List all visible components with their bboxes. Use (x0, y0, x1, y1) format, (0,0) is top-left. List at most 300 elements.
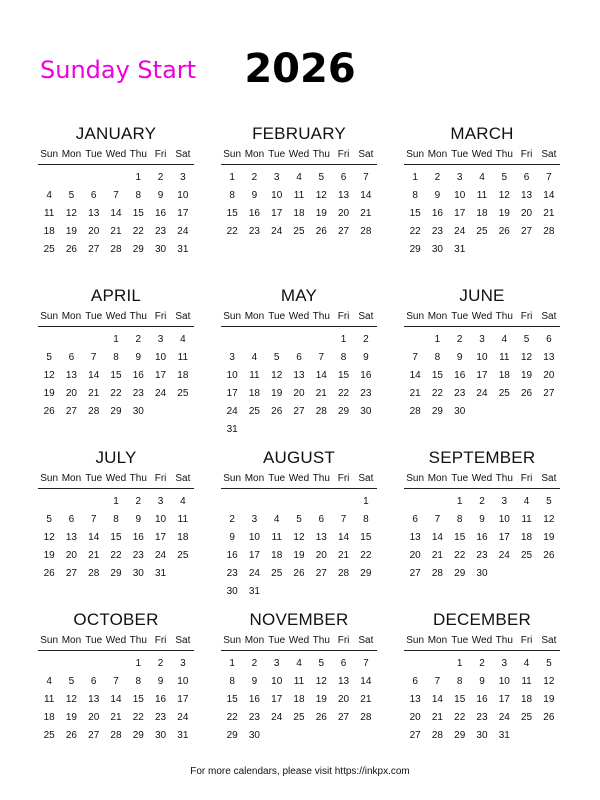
day-cell: 6 (90, 190, 97, 201)
month-november (221, 608, 377, 770)
day-cell: 24 (248, 568, 260, 579)
day-cell: 25 (248, 406, 260, 417)
day-cell: 11 (271, 532, 282, 543)
day-grid (221, 331, 377, 439)
empty-cell (60, 493, 82, 511)
day-cell: 3 (501, 496, 508, 507)
weekday-label: Sat (541, 473, 557, 484)
day-cell: 13 (543, 352, 555, 363)
day-cell: 15 (409, 208, 421, 219)
day-grid (404, 655, 560, 745)
day-cell: 29 (360, 568, 372, 579)
day-cell: 4 (501, 334, 508, 345)
day-cell: 2 (434, 172, 441, 183)
month-name: SEPTEMBER (428, 448, 536, 467)
weekday-header-row (221, 146, 377, 165)
day-cell: 10 (271, 676, 283, 687)
day-cell: 10 (271, 190, 283, 201)
day-cell: 14 (338, 532, 350, 543)
day-cell: 22 (132, 226, 144, 237)
day-cell: 29 (409, 244, 421, 255)
weekday-label: Tue (85, 635, 103, 646)
day-cell: 4 (251, 352, 258, 363)
day-cell: 5 (523, 334, 530, 345)
day-cell: 4 (46, 676, 52, 687)
day-cell: 14 (360, 676, 372, 687)
weekday-label: Sat (175, 635, 191, 646)
day-cell: 18 (293, 694, 305, 705)
weekday-header-row (221, 308, 377, 327)
day-cell: 11 (249, 370, 260, 381)
weekday-header-row (404, 632, 560, 651)
day-cell: 12 (65, 208, 77, 219)
day-cell: 24 (155, 550, 167, 561)
day-cell: 3 (479, 334, 485, 345)
day-cell: 23 (248, 226, 260, 237)
day-cell: 4 (180, 334, 186, 345)
day-cell: 28 (88, 568, 100, 579)
day-cell: 29 (338, 406, 350, 417)
day-cell: 15 (110, 532, 122, 543)
day-cell: 7 (412, 352, 418, 363)
day-cell: 27 (315, 568, 327, 579)
day-cell: 15 (132, 694, 144, 705)
day-cell: 17 (271, 694, 283, 705)
weekday-header-row (38, 146, 194, 165)
weekday-label: Fri (520, 473, 533, 484)
day-cell: 18 (521, 532, 533, 543)
weekday-label: Fri (154, 635, 167, 646)
weekday-header-row (404, 146, 560, 165)
day-cell: 23 (132, 388, 144, 399)
day-cell: 9 (135, 514, 142, 525)
day-cell: 24 (226, 406, 238, 417)
day-cell: 3 (180, 658, 186, 669)
empty-cell (83, 493, 105, 511)
day-cell: 17 (454, 208, 466, 219)
day-cell: 18 (177, 370, 189, 381)
empty-cell (243, 331, 265, 349)
day-cell: 17 (498, 532, 510, 543)
day-cell: 21 (409, 388, 421, 399)
weekday-header-row (221, 470, 377, 489)
day-cell: 13 (293, 370, 305, 381)
day-cell: 31 (177, 244, 189, 255)
weekday-label: Sat (541, 635, 557, 646)
day-cell: 25 (177, 388, 189, 399)
day-cell: 6 (68, 352, 75, 363)
day-cell: 21 (360, 694, 372, 705)
day-cell: 10 (177, 676, 189, 687)
weekday-label: Wed (105, 635, 127, 646)
day-cell: 16 (248, 208, 260, 219)
day-cell: 18 (43, 712, 55, 723)
weekday-label: Thu (312, 473, 330, 484)
day-cell: 28 (431, 568, 443, 579)
day-cell: 14 (110, 694, 122, 705)
day-cell: 17 (476, 370, 488, 381)
day-cell: 28 (431, 730, 443, 741)
day-cell: 2 (229, 514, 235, 525)
day-cell: 22 (409, 226, 421, 237)
day-cell: 20 (409, 712, 421, 723)
day-cell: 22 (110, 550, 122, 561)
day-cell: 8 (113, 514, 119, 525)
weekday-label: Thu (312, 149, 330, 160)
day-cell: 15 (338, 370, 350, 381)
day-cell: 26 (543, 550, 555, 561)
day-cell: 17 (155, 532, 167, 543)
weekday-header-row (404, 470, 560, 489)
day-cell: 11 (499, 352, 510, 363)
day-cell: 26 (315, 226, 327, 237)
day-cell: 25 (498, 388, 510, 399)
day-cell: 4 (523, 496, 530, 507)
day-cell: 16 (476, 532, 488, 543)
weekday-label: Tue (268, 311, 286, 322)
day-cell: 19 (543, 532, 555, 543)
day-cell: 16 (132, 532, 144, 543)
day-cell: 20 (543, 370, 555, 381)
day-cell: 16 (155, 694, 167, 705)
day-cell: 31 (248, 586, 260, 597)
day-cell: 9 (157, 676, 164, 687)
weekday-label: Sat (358, 635, 374, 646)
day-cell: 28 (409, 406, 421, 417)
day-grid (404, 331, 560, 421)
day-cell: 24 (476, 388, 488, 399)
month-february (221, 122, 377, 284)
day-cell: 13 (409, 694, 421, 705)
day-cell: 1 (456, 496, 463, 507)
day-cell: 23 (155, 712, 167, 723)
day-cell: 13 (409, 532, 421, 543)
day-cell: 19 (65, 226, 77, 237)
day-cell: 13 (88, 208, 100, 219)
weekday-label: Sun (40, 311, 59, 322)
weekday-label: Fri (520, 635, 533, 646)
day-cell: 2 (456, 334, 463, 345)
day-cell: 20 (338, 694, 350, 705)
day-cell: 7 (113, 676, 119, 687)
day-cell: 3 (157, 496, 164, 507)
day-cell: 29 (454, 730, 466, 741)
day-cell: 29 (132, 244, 144, 255)
day-cell: 28 (360, 712, 372, 723)
day-cell: 10 (155, 514, 167, 525)
day-cell: 17 (271, 208, 283, 219)
weekday-label: Tue (451, 473, 469, 484)
day-cell: 26 (521, 388, 533, 399)
day-cell: 7 (363, 658, 369, 669)
day-cell: 7 (90, 514, 97, 525)
day-grid (404, 493, 560, 583)
day-cell: 21 (88, 388, 100, 399)
weekday-label: Mon (244, 149, 265, 160)
month-september (404, 446, 560, 608)
day-cell: 6 (523, 172, 530, 183)
day-cell: 7 (434, 676, 441, 687)
day-cell: 12 (315, 190, 327, 201)
day-cell: 12 (498, 190, 510, 201)
day-cell: 17 (248, 550, 260, 561)
weekday-label: Thu (312, 635, 330, 646)
weekday-label: Thu (312, 311, 330, 322)
day-cell: 22 (431, 388, 443, 399)
day-cell: 3 (501, 658, 508, 669)
day-cell: 14 (88, 532, 100, 543)
weekday-label: Wed (471, 473, 493, 484)
day-cell: 31 (177, 730, 189, 741)
day-cell: 19 (315, 694, 327, 705)
day-cell: 26 (43, 568, 55, 579)
weekday-label: Mon (61, 149, 82, 160)
day-cell: 19 (293, 550, 305, 561)
day-cell: 22 (338, 388, 350, 399)
weekday-label: Fri (520, 149, 533, 160)
empty-cell (105, 655, 127, 673)
day-cell: 2 (135, 496, 142, 507)
empty-cell (60, 655, 82, 673)
empty-cell (288, 331, 310, 349)
day-cell: 1 (340, 334, 347, 345)
day-cell: 30 (155, 244, 167, 255)
day-cell: 23 (476, 712, 488, 723)
day-cell: 11 (521, 676, 532, 687)
day-cell: 30 (132, 406, 144, 417)
month-july (38, 446, 194, 608)
month-march (404, 122, 560, 284)
day-cell: 25 (476, 226, 488, 237)
empty-cell (83, 169, 105, 187)
day-cell: 5 (546, 496, 552, 507)
day-cell: 27 (338, 226, 350, 237)
day-cell: 3 (157, 334, 164, 345)
empty-cell (60, 331, 82, 349)
day-cell: 14 (360, 190, 372, 201)
day-grid (404, 169, 560, 259)
day-cell: 21 (88, 550, 100, 561)
day-cell: 14 (431, 694, 443, 705)
day-cell: 27 (409, 568, 421, 579)
day-cell: 14 (409, 370, 421, 381)
day-cell: 31 (454, 244, 466, 255)
weekday-label: Sat (175, 149, 191, 160)
weekday-label: Mon (61, 635, 82, 646)
day-cell: 24 (177, 226, 189, 237)
month-august (221, 446, 377, 608)
weekday-label: Wed (471, 635, 493, 646)
empty-cell (404, 655, 426, 673)
day-cell: 2 (479, 658, 485, 669)
day-grid (38, 493, 194, 583)
day-cell: 24 (177, 712, 189, 723)
day-cell: 7 (434, 514, 441, 525)
day-cell: 26 (315, 712, 327, 723)
day-cell: 8 (456, 514, 463, 525)
weekday-label: Tue (451, 149, 469, 160)
day-cell: 9 (251, 190, 258, 201)
day-cell: 26 (65, 730, 77, 741)
day-cell: 4 (46, 190, 52, 201)
day-cell: 23 (431, 226, 443, 237)
day-cell: 12 (271, 370, 283, 381)
day-cell: 5 (68, 676, 75, 687)
day-cell: 30 (476, 568, 488, 579)
day-cell: 7 (90, 352, 97, 363)
day-cell: 8 (229, 676, 235, 687)
day-cell: 17 (177, 208, 189, 219)
day-cell: 4 (296, 172, 302, 183)
day-cell: 21 (338, 550, 350, 561)
day-cell: 9 (157, 190, 164, 201)
day-cell: 25 (177, 550, 189, 561)
day-cell: 22 (226, 712, 238, 723)
day-cell: 31 (155, 568, 167, 579)
day-cell: 13 (65, 532, 77, 543)
month-october (38, 608, 194, 770)
empty-cell (83, 655, 105, 673)
day-cell: 12 (315, 676, 327, 687)
day-cell: 3 (251, 514, 258, 525)
day-cell: 28 (110, 730, 122, 741)
weekday-label: Mon (244, 311, 265, 322)
day-cell: 10 (248, 532, 260, 543)
day-cell: 30 (431, 244, 443, 255)
weekday-label: Sun (406, 635, 425, 646)
day-cell: 20 (315, 550, 327, 561)
day-cell: 29 (132, 730, 144, 741)
weekday-label: Sun (223, 149, 242, 160)
weekday-label: Sun (40, 473, 59, 484)
day-cell: 1 (135, 658, 142, 669)
empty-cell (332, 493, 354, 511)
day-cell: 11 (293, 190, 305, 201)
month-april (38, 284, 194, 446)
weekday-label: Tue (85, 311, 103, 322)
weekday-label: Wed (288, 473, 310, 484)
empty-cell (310, 331, 332, 349)
day-cell: 10 (155, 352, 167, 363)
day-cell: 19 (271, 388, 283, 399)
day-cell: 21 (315, 388, 327, 399)
day-cell: 16 (454, 370, 466, 381)
weekday-label: Sun (406, 473, 425, 484)
day-cell: 27 (338, 712, 350, 723)
weekday-label: Wed (288, 635, 310, 646)
day-cell: 16 (132, 370, 144, 381)
day-cell: 28 (338, 568, 350, 579)
weekday-label: Fri (154, 473, 167, 484)
day-cell: 12 (43, 370, 55, 381)
day-cell: 30 (360, 406, 372, 417)
month-name: FEBRUARY (252, 124, 346, 143)
day-cell: 15 (132, 208, 144, 219)
day-cell: 23 (454, 388, 466, 399)
day-cell: 11 (521, 514, 532, 525)
weekday-label: Sun (40, 149, 59, 160)
day-cell: 22 (110, 388, 122, 399)
weekday-label: Tue (85, 473, 103, 484)
day-cell: 17 (155, 370, 167, 381)
weekday-label: Fri (154, 311, 167, 322)
day-cell: 5 (546, 658, 552, 669)
weekday-header-row (38, 632, 194, 651)
weekday-label: Sat (358, 311, 374, 322)
weekday-label: Sat (541, 149, 557, 160)
month-grid (38, 122, 560, 770)
day-cell: 22 (132, 712, 144, 723)
day-cell: 10 (498, 676, 510, 687)
day-cell: 28 (315, 406, 327, 417)
month-name: NOVEMBER (249, 610, 349, 629)
day-cell: 21 (543, 208, 555, 219)
weekday-header-row (221, 632, 377, 651)
day-grid (38, 331, 194, 421)
day-cell: 25 (43, 730, 55, 741)
day-cell: 4 (523, 658, 530, 669)
weekday-label: Thu (129, 473, 147, 484)
day-cell: 25 (43, 244, 55, 255)
empty-cell (221, 331, 243, 349)
day-cell: 19 (43, 550, 55, 561)
month-name: OCTOBER (73, 610, 159, 629)
weekday-header-row (404, 308, 560, 327)
weekday-label: Sun (223, 635, 242, 646)
weekday-label: Thu (129, 311, 147, 322)
day-cell: 26 (543, 712, 555, 723)
day-cell: 6 (412, 676, 418, 687)
day-cell: 18 (521, 694, 533, 705)
day-cell: 2 (363, 334, 369, 345)
weekday-label: Thu (129, 149, 147, 160)
day-cell: 14 (543, 190, 555, 201)
day-cell: 1 (229, 658, 235, 669)
day-cell: 6 (296, 352, 302, 363)
day-cell: 27 (409, 730, 421, 741)
day-cell: 20 (521, 208, 533, 219)
day-cell: 5 (273, 352, 280, 363)
day-cell: 20 (65, 550, 77, 561)
day-cell: 9 (479, 676, 485, 687)
day-cell: 15 (431, 370, 443, 381)
day-cell: 29 (110, 568, 122, 579)
weekday-label: Fri (337, 473, 350, 484)
month-june (404, 284, 560, 446)
day-cell: 10 (177, 190, 189, 201)
day-cell: 28 (110, 244, 122, 255)
empty-cell (243, 493, 265, 511)
day-cell: 1 (412, 172, 418, 183)
day-grid (38, 655, 194, 745)
day-cell: 6 (546, 334, 552, 345)
weekday-label: Fri (337, 311, 350, 322)
day-cell: 27 (293, 406, 305, 417)
day-cell: 22 (454, 550, 466, 561)
day-cell: 28 (543, 226, 555, 237)
empty-cell (105, 169, 127, 187)
day-grid (221, 169, 377, 241)
day-cell: 24 (454, 226, 466, 237)
day-cell: 20 (338, 208, 350, 219)
day-cell: 1 (363, 496, 369, 507)
day-cell: 22 (454, 712, 466, 723)
month-name: APRIL (90, 286, 142, 305)
day-cell: 14 (431, 532, 443, 543)
day-cell: 2 (157, 658, 164, 669)
day-cell: 15 (110, 370, 122, 381)
weekday-label: Fri (520, 311, 533, 322)
